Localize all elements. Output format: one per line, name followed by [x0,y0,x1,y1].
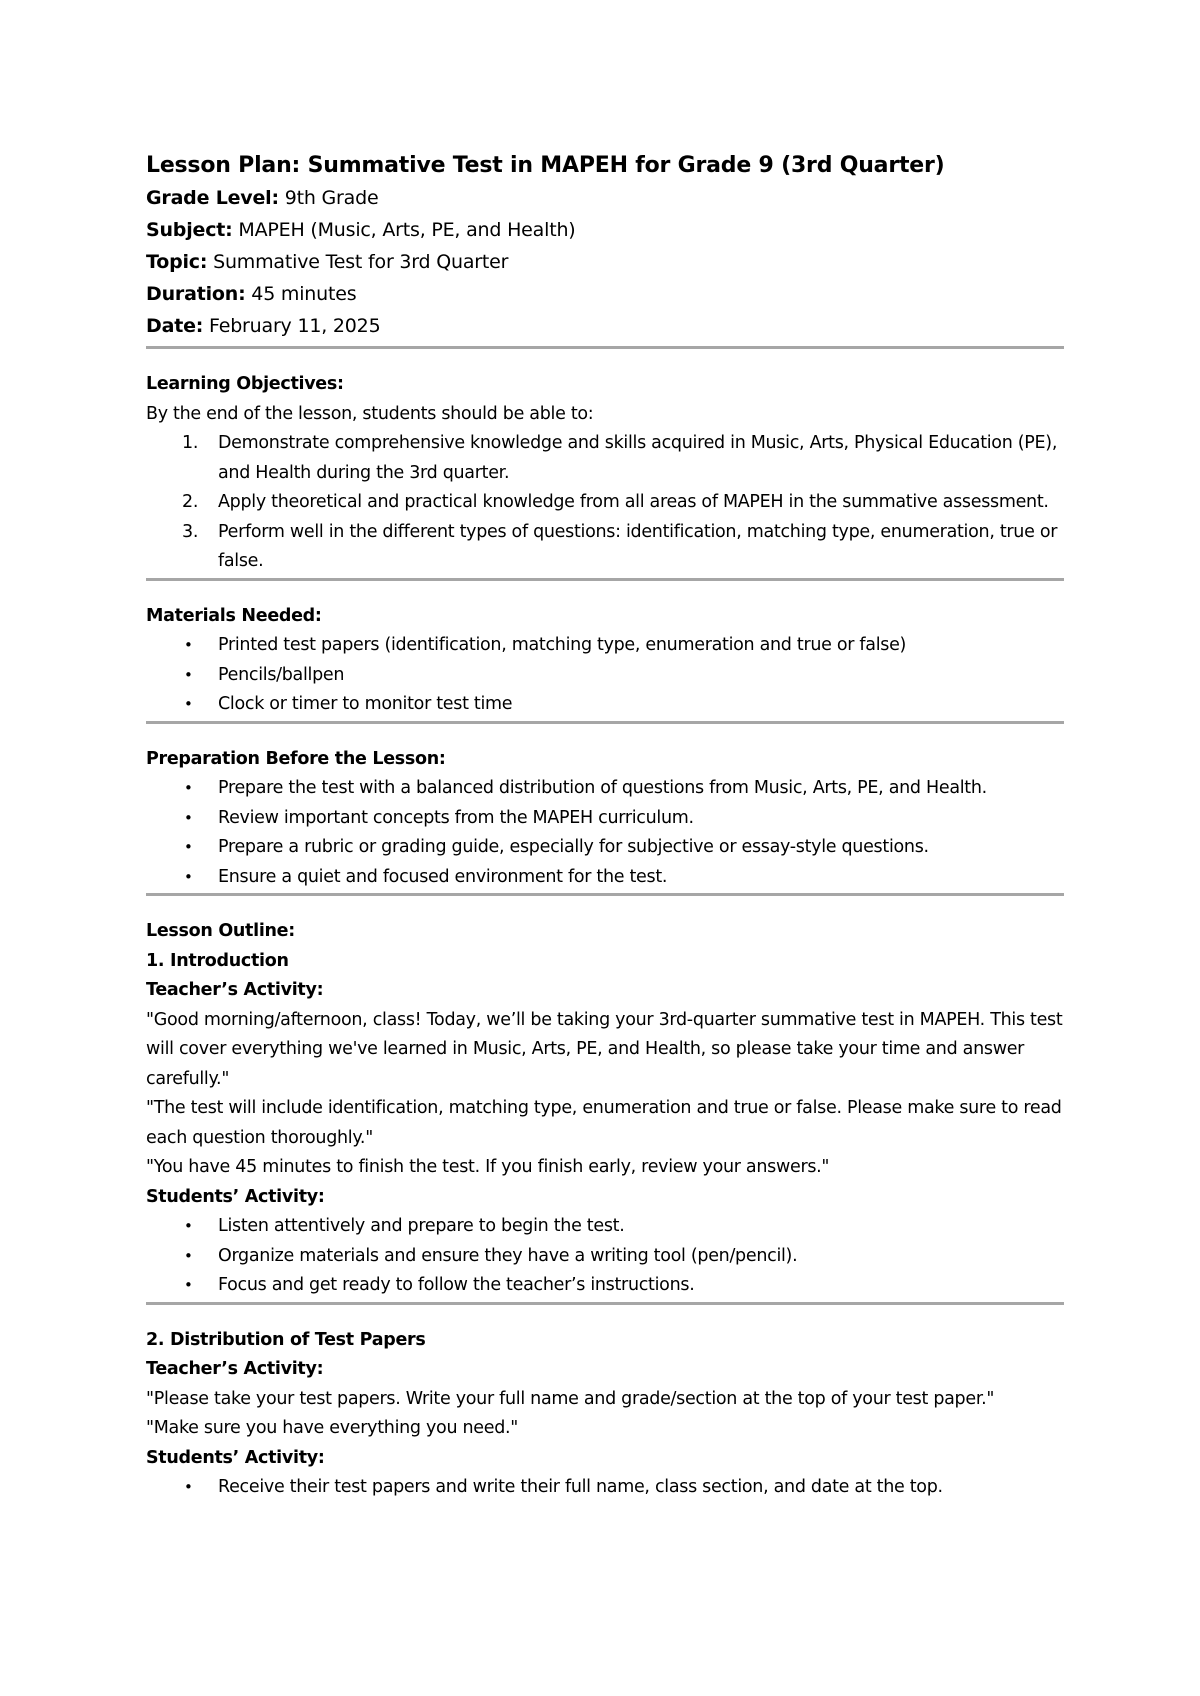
intro-teacher-line: "You have 45 minutes to finish the test. If you finish early, review your answers." [146,1157,830,1177]
intro-student-item: • Listen attentively and prepare to begin the test. [184,1216,625,1236]
document-title: Lesson Plan: Summative Test in MAPEH for Grade 9 (3rd Quarter) [146,153,945,178]
material-item: • Clock or timer to monitor test time [184,694,513,714]
objectives-intro: By the end of the lesson, students should be able to: [146,403,594,424]
preparation-item: • Prepare a rubric or grading guide, especially for subjective or essay-style questions. [184,837,929,857]
material-item: • Pencils/ballpen [184,664,345,685]
objective-item: 3. Perform well in the different types of questions: identification, matching type, enumeration, true or false. [182,521,1058,571]
intro-students-heading: Students’ Activity: [146,1186,325,1207]
intro-teacher-heading: Teacher’s Activity: [146,980,324,1000]
distribution-teacher-heading: Teacher’s Activity: [146,1359,324,1379]
meta-date: Date: February 11, 2025 [146,315,381,337]
materials-heading: Materials Needed: [146,605,322,626]
preparation-item: • Ensure a quiet and focused environment for the test. [184,866,668,887]
outline-heading: Lesson Outline: [146,921,295,941]
introduction-title: 1. Introduction [146,950,289,971]
objective-item: 1. Demonstrate comprehensive knowledge and skills acquired in Music, Arts, Physical Education (PE), and Health during the 3rd quarter. [182,433,1058,483]
preparation-heading: Preparation Before the Lesson: [146,748,446,769]
meta-topic: Topic: Summative Test for 3rd Quarter [146,251,509,273]
distribution-teacher-line: "Make sure you have everything you need." [146,1418,519,1438]
objectives-heading: Learning Objectives: [146,374,344,394]
distribution-students-heading: Students’ Activity: [146,1447,325,1468]
materials-list [146,631,1064,720]
meta-grade-level: Grade Level: 9th Grade [146,187,379,209]
intro-teacher-line: "Good morning/afternoon, class! Today, we’ll be taking your 3rd-quarter summative test in MAPEH. This test will cover everything we've learned in Music, Arts, PE, and Health, so please take your time and answer carefully." [146,1009,1063,1089]
preparation-list [146,774,1064,892]
intro-students-list [146,1212,1064,1301]
material-item: • Printed test papers (identification, matching type, enumeration and true or false) [184,635,907,655]
preparation-item: • Prepare the test with a balanced distribution of questions from Music, Arts, PE, and Health. [184,778,987,798]
intro-teacher-line: "The test will include identification, matching type, enumeration and true or false. Please make sure to read each question thoroughly." [146,1098,1062,1148]
preparation-item: • Review important concepts from the MAPEH curriculum. [184,807,694,828]
intro-student-item: • Focus and get ready to follow the teacher’s instructions. [184,1275,695,1295]
distribution-teacher-line: "Please take your test papers. Write your full name and grade/section at the top of your test paper." [146,1388,995,1409]
distribution-students-list [146,1473,1064,1503]
document-page [146,150,1064,1503]
distribution-title: 2. Distribution of Test Papers [146,1329,426,1350]
distribution-student-item: • Receive their test papers and write their full name, class section, and date at the top. [184,1477,943,1497]
meta-duration: Duration: 45 minutes [146,283,357,305]
objective-item: 2. Apply theoretical and practical knowledge from all areas of MAPEH in the summative assessment. [182,492,1049,512]
intro-student-item: • Organize materials and ensure they have a writing tool (pen/pencil). [184,1245,798,1266]
meta-subject: Subject: MAPEH (Music, Arts, PE, and Health) [146,219,576,241]
objectives-list [146,429,1064,577]
